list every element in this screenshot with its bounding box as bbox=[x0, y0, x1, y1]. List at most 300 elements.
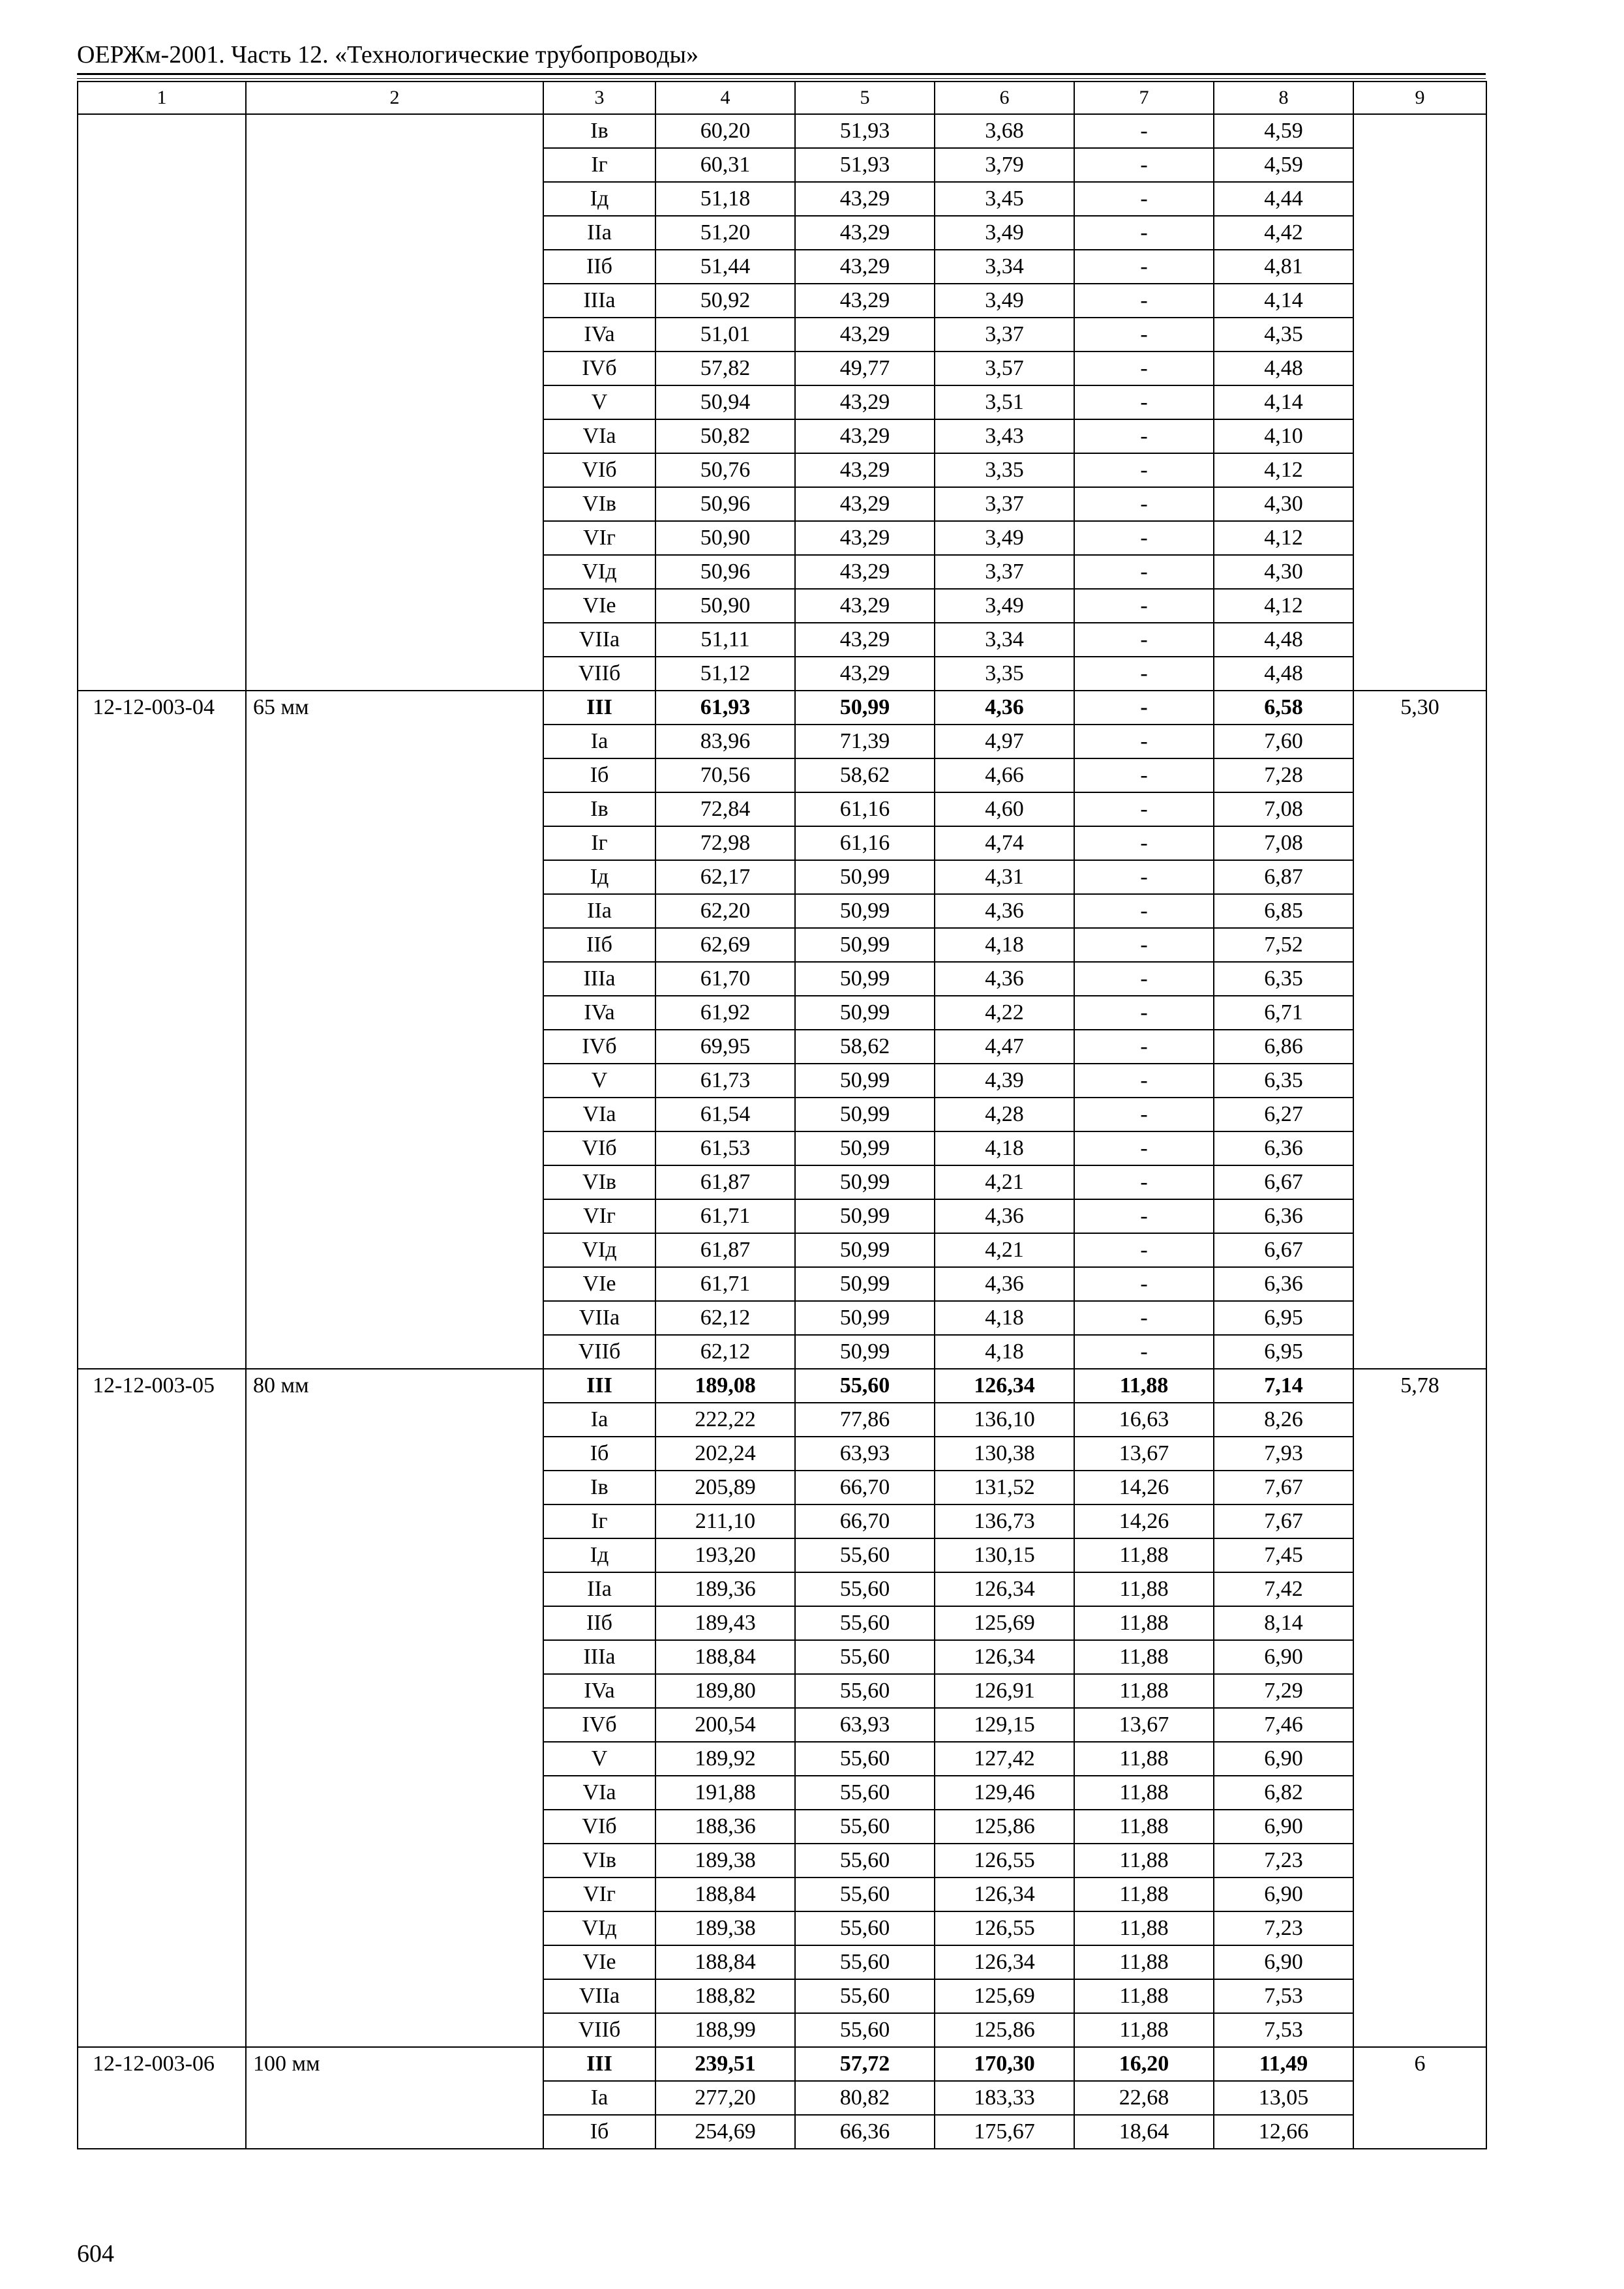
value-cell: 136,73 bbox=[935, 1504, 1074, 1538]
value-cell: 50,99 bbox=[795, 928, 935, 962]
value-cell: 7,53 bbox=[1214, 2013, 1353, 2047]
value-cell: 6,67 bbox=[1214, 1165, 1353, 1199]
table-row bbox=[78, 691, 1486, 725]
value-cell: - bbox=[1074, 792, 1214, 826]
region-type-cell: IIIa bbox=[543, 284, 655, 318]
page-number: 604 bbox=[77, 2240, 114, 2267]
value-cell: 11,88 bbox=[1074, 1572, 1214, 1606]
value-cell: 55,60 bbox=[795, 1776, 935, 1810]
value-cell: 62,20 bbox=[655, 894, 795, 928]
value-cell: 7,46 bbox=[1214, 1708, 1353, 1742]
value-cell: - bbox=[1074, 1064, 1214, 1098]
value-cell: 50,99 bbox=[795, 1064, 935, 1098]
region-type-cell: VIIб bbox=[543, 657, 655, 691]
value-cell: - bbox=[1074, 250, 1214, 284]
value-cell: 55,60 bbox=[795, 1572, 935, 1606]
value-cell: 131,52 bbox=[935, 1471, 1074, 1504]
region-type-cell: VIд bbox=[543, 1911, 655, 1945]
value-cell: 51,11 bbox=[655, 623, 795, 657]
value-cell: 11,49 bbox=[1214, 2047, 1353, 2081]
value-cell: 3,49 bbox=[935, 284, 1074, 318]
value-cell: 126,34 bbox=[935, 1369, 1074, 1403]
value-cell: - bbox=[1074, 657, 1214, 691]
value-cell: 43,29 bbox=[795, 182, 935, 216]
value-cell: - bbox=[1074, 216, 1214, 250]
region-type-cell: Iг bbox=[543, 148, 655, 182]
value-cell: 51,20 bbox=[655, 216, 795, 250]
column-header: 5 bbox=[795, 82, 935, 114]
value-cell: 50,99 bbox=[795, 1233, 935, 1267]
region-type-cell: III bbox=[543, 691, 655, 725]
value-cell: 50,99 bbox=[795, 962, 935, 996]
value-cell: 3,35 bbox=[935, 453, 1074, 487]
value-cell: 4,10 bbox=[1214, 419, 1353, 453]
value-cell: 62,12 bbox=[655, 1335, 795, 1369]
region-type-cell: VIв bbox=[543, 1844, 655, 1878]
rate-code: 12-12-003-05 bbox=[78, 1369, 246, 2047]
value-cell: 202,24 bbox=[655, 1437, 795, 1471]
value-cell: - bbox=[1074, 758, 1214, 792]
value-cell: 6,36 bbox=[1214, 1267, 1353, 1301]
value-cell: 43,29 bbox=[795, 216, 935, 250]
value-cell: 6,87 bbox=[1214, 860, 1353, 894]
value-cell: 4,36 bbox=[935, 894, 1074, 928]
region-type-cell: Ia bbox=[543, 725, 655, 758]
value-cell: 50,99 bbox=[795, 894, 935, 928]
value-cell: 4,59 bbox=[1214, 148, 1353, 182]
region-type-cell: VIг bbox=[543, 1878, 655, 1911]
value-cell: 7,23 bbox=[1214, 1844, 1353, 1878]
value-cell: 55,60 bbox=[795, 1878, 935, 1911]
value-cell: 50,99 bbox=[795, 1301, 935, 1335]
region-type-cell: VIe bbox=[543, 589, 655, 623]
value-cell: 126,34 bbox=[935, 1572, 1074, 1606]
region-type-cell: Iв bbox=[543, 114, 655, 148]
value-cell: 43,29 bbox=[795, 555, 935, 589]
value-cell: 14,26 bbox=[1074, 1471, 1214, 1504]
column-header: 2 bbox=[246, 82, 543, 114]
value-cell: 136,10 bbox=[935, 1403, 1074, 1437]
value-cell: 70,56 bbox=[655, 758, 795, 792]
value-cell: 6,35 bbox=[1214, 962, 1353, 996]
value-cell: - bbox=[1074, 352, 1214, 385]
value-cell: 4,60 bbox=[935, 792, 1074, 826]
value-cell: 50,94 bbox=[655, 385, 795, 419]
value-cell: 126,91 bbox=[935, 1674, 1074, 1708]
region-type-cell: IIIa bbox=[543, 962, 655, 996]
value-cell: 11,88 bbox=[1074, 1606, 1214, 1640]
value-cell: 61,87 bbox=[655, 1233, 795, 1267]
region-type-cell: IVб bbox=[543, 1030, 655, 1064]
value-cell: 51,18 bbox=[655, 182, 795, 216]
column-9-value: 5,30 bbox=[1353, 691, 1486, 1369]
value-cell: 4,81 bbox=[1214, 250, 1353, 284]
value-cell: 6,90 bbox=[1214, 1945, 1353, 1979]
value-cell: 6,95 bbox=[1214, 1301, 1353, 1335]
value-cell: - bbox=[1074, 114, 1214, 148]
value-cell: - bbox=[1074, 555, 1214, 589]
value-cell: 11,88 bbox=[1074, 1945, 1214, 1979]
value-cell: 4,12 bbox=[1214, 453, 1353, 487]
value-cell: 3,49 bbox=[935, 521, 1074, 555]
region-type-cell: VIб bbox=[543, 453, 655, 487]
value-cell: 7,08 bbox=[1214, 792, 1353, 826]
region-type-cell: Ia bbox=[543, 2081, 655, 2115]
value-cell: 6,90 bbox=[1214, 1742, 1353, 1776]
value-cell: 11,88 bbox=[1074, 1844, 1214, 1878]
value-cell: 4,48 bbox=[1214, 623, 1353, 657]
region-type-cell: VIв bbox=[543, 487, 655, 521]
running-header: ОЕРЖм-2001. Часть 12. «Технологические трубопроводы» bbox=[77, 41, 699, 68]
value-cell: 4,36 bbox=[935, 1199, 1074, 1233]
value-cell: 239,51 bbox=[655, 2047, 795, 2081]
region-type-cell: VIIa bbox=[543, 1979, 655, 2013]
value-cell: 126,34 bbox=[935, 1878, 1074, 1911]
value-cell: 55,60 bbox=[795, 1538, 935, 1572]
value-cell: 7,93 bbox=[1214, 1437, 1353, 1471]
value-cell: 11,88 bbox=[1074, 1674, 1214, 1708]
value-cell: - bbox=[1074, 148, 1214, 182]
region-type-cell: VIг bbox=[543, 1199, 655, 1233]
value-cell: 6,90 bbox=[1214, 1810, 1353, 1844]
table-row bbox=[78, 1369, 1486, 1403]
value-cell: 254,69 bbox=[655, 2115, 795, 2149]
value-cell: 57,82 bbox=[655, 352, 795, 385]
value-cell: 72,98 bbox=[655, 826, 795, 860]
value-cell: 16,63 bbox=[1074, 1403, 1214, 1437]
value-cell: 55,60 bbox=[795, 1979, 935, 2013]
region-type-cell: III bbox=[543, 2047, 655, 2081]
value-cell: 11,88 bbox=[1074, 1742, 1214, 1776]
value-cell: 43,29 bbox=[795, 487, 935, 521]
value-cell: 43,29 bbox=[795, 521, 935, 555]
value-cell: - bbox=[1074, 826, 1214, 860]
value-cell: 4,36 bbox=[935, 691, 1074, 725]
value-cell: 55,60 bbox=[795, 1844, 935, 1878]
value-cell: 50,90 bbox=[655, 521, 795, 555]
value-cell: 61,70 bbox=[655, 962, 795, 996]
value-cell: 43,29 bbox=[795, 419, 935, 453]
value-cell: 4,42 bbox=[1214, 216, 1353, 250]
region-type-cell: VIг bbox=[543, 521, 655, 555]
value-cell: 3,37 bbox=[935, 487, 1074, 521]
region-type-cell: IVa bbox=[543, 1674, 655, 1708]
pipe-diameter: 100 мм bbox=[246, 2047, 543, 2149]
region-type-cell: VIв bbox=[543, 1165, 655, 1199]
value-cell: 6,86 bbox=[1214, 1030, 1353, 1064]
value-cell: 7,67 bbox=[1214, 1471, 1353, 1504]
region-type-cell: IVa bbox=[543, 318, 655, 352]
value-cell: 22,68 bbox=[1074, 2081, 1214, 2115]
value-cell: 4,74 bbox=[935, 826, 1074, 860]
value-cell: 4,18 bbox=[935, 1335, 1074, 1369]
value-cell: 125,69 bbox=[935, 1606, 1074, 1640]
value-cell: 77,86 bbox=[795, 1403, 935, 1437]
value-cell: 188,99 bbox=[655, 2013, 795, 2047]
header-rule bbox=[77, 73, 1486, 75]
value-cell: 11,88 bbox=[1074, 1776, 1214, 1810]
value-cell: 6,35 bbox=[1214, 1064, 1353, 1098]
region-type-cell: Iв bbox=[543, 1471, 655, 1504]
value-cell: - bbox=[1074, 1098, 1214, 1131]
column-header: 8 bbox=[1214, 82, 1353, 114]
value-cell: - bbox=[1074, 487, 1214, 521]
value-cell: 205,89 bbox=[655, 1471, 795, 1504]
value-cell: 11,88 bbox=[1074, 2013, 1214, 2047]
value-cell: 189,80 bbox=[655, 1674, 795, 1708]
table-body bbox=[78, 114, 1486, 2149]
value-cell: 55,60 bbox=[795, 1810, 935, 1844]
value-cell: 4,14 bbox=[1214, 284, 1353, 318]
column-header: 6 bbox=[935, 82, 1074, 114]
value-cell: 13,67 bbox=[1074, 1708, 1214, 1742]
value-cell: 189,38 bbox=[655, 1844, 795, 1878]
region-type-cell: Iб bbox=[543, 758, 655, 792]
region-type-cell: Iг bbox=[543, 1504, 655, 1538]
value-cell: - bbox=[1074, 1233, 1214, 1267]
value-cell: 11,88 bbox=[1074, 1979, 1214, 2013]
value-cell: 50,82 bbox=[655, 419, 795, 453]
value-cell: 126,55 bbox=[935, 1911, 1074, 1945]
value-cell: 66,36 bbox=[795, 2115, 935, 2149]
value-cell: 4,12 bbox=[1214, 521, 1353, 555]
table-row bbox=[78, 114, 1486, 148]
region-type-cell: IIб bbox=[543, 928, 655, 962]
region-type-cell: IIб bbox=[543, 250, 655, 284]
value-cell: 4,36 bbox=[935, 1267, 1074, 1301]
value-cell: 188,84 bbox=[655, 1640, 795, 1674]
value-cell: 7,52 bbox=[1214, 928, 1353, 962]
value-cell: 4,18 bbox=[935, 928, 1074, 962]
value-cell: - bbox=[1074, 996, 1214, 1030]
value-cell: 129,46 bbox=[935, 1776, 1074, 1810]
value-cell: 18,64 bbox=[1074, 2115, 1214, 2149]
value-cell: 60,20 bbox=[655, 114, 795, 148]
value-cell: 4,30 bbox=[1214, 487, 1353, 521]
value-cell: 3,34 bbox=[935, 623, 1074, 657]
region-type-cell: VIд bbox=[543, 555, 655, 589]
value-cell: 58,62 bbox=[795, 1030, 935, 1064]
region-type-cell: VIa bbox=[543, 1098, 655, 1131]
value-cell: 7,28 bbox=[1214, 758, 1353, 792]
value-cell: 6,67 bbox=[1214, 1233, 1353, 1267]
value-cell: 6,85 bbox=[1214, 894, 1353, 928]
value-cell: 55,60 bbox=[795, 1640, 935, 1674]
value-cell: 188,82 bbox=[655, 1979, 795, 2013]
region-type-cell: VIe bbox=[543, 1945, 655, 1979]
value-cell: 62,12 bbox=[655, 1301, 795, 1335]
value-cell: 49,77 bbox=[795, 352, 935, 385]
value-cell: 3,57 bbox=[935, 352, 1074, 385]
value-cell: - bbox=[1074, 860, 1214, 894]
value-cell: 3,37 bbox=[935, 555, 1074, 589]
value-cell: 11,88 bbox=[1074, 1878, 1214, 1911]
value-cell: 50,99 bbox=[795, 1199, 935, 1233]
region-type-cell: III bbox=[543, 1369, 655, 1403]
value-cell: 55,60 bbox=[795, 1674, 935, 1708]
value-cell: 61,53 bbox=[655, 1131, 795, 1165]
region-type-cell: Iб bbox=[543, 1437, 655, 1471]
value-cell: - bbox=[1074, 1199, 1214, 1233]
value-cell: - bbox=[1074, 284, 1214, 318]
region-type-cell: Ia bbox=[543, 1403, 655, 1437]
value-cell: 43,29 bbox=[795, 589, 935, 623]
value-cell: 200,54 bbox=[655, 1708, 795, 1742]
value-cell: 125,86 bbox=[935, 1810, 1074, 1844]
value-cell: 4,36 bbox=[935, 962, 1074, 996]
value-cell: 3,49 bbox=[935, 216, 1074, 250]
value-cell: 61,73 bbox=[655, 1064, 795, 1098]
value-cell: 6,27 bbox=[1214, 1098, 1353, 1131]
value-cell: 211,10 bbox=[655, 1504, 795, 1538]
value-cell: 11,88 bbox=[1074, 1369, 1214, 1403]
value-cell: - bbox=[1074, 589, 1214, 623]
column-header: 4 bbox=[655, 82, 795, 114]
value-cell: 189,43 bbox=[655, 1606, 795, 1640]
column-header: 9 bbox=[1353, 82, 1486, 114]
value-cell: 50,92 bbox=[655, 284, 795, 318]
value-cell: 4,44 bbox=[1214, 182, 1353, 216]
value-cell: 66,70 bbox=[795, 1471, 935, 1504]
value-cell: 63,93 bbox=[795, 1708, 935, 1742]
region-type-cell: IVa bbox=[543, 996, 655, 1030]
value-cell: 130,38 bbox=[935, 1437, 1074, 1471]
value-cell: 4,18 bbox=[935, 1301, 1074, 1335]
value-cell: - bbox=[1074, 894, 1214, 928]
region-type-cell: IIб bbox=[543, 1606, 655, 1640]
region-type-cell: V bbox=[543, 1742, 655, 1776]
value-cell: 3,68 bbox=[935, 114, 1074, 148]
region-type-cell: IIa bbox=[543, 1572, 655, 1606]
value-cell: 189,36 bbox=[655, 1572, 795, 1606]
value-cell: 4,48 bbox=[1214, 352, 1353, 385]
value-cell: 6,36 bbox=[1214, 1199, 1353, 1233]
region-type-cell: IVб bbox=[543, 352, 655, 385]
value-cell: 55,60 bbox=[795, 1369, 935, 1403]
value-cell: 50,99 bbox=[795, 1098, 935, 1131]
region-type-cell: VIIa bbox=[543, 623, 655, 657]
value-cell: 6,36 bbox=[1214, 1131, 1353, 1165]
value-cell: 127,42 bbox=[935, 1742, 1074, 1776]
value-cell: 4,28 bbox=[935, 1098, 1074, 1131]
value-cell: 4,31 bbox=[935, 860, 1074, 894]
value-cell: 50,90 bbox=[655, 589, 795, 623]
value-cell: 58,62 bbox=[795, 758, 935, 792]
region-type-cell: IIa bbox=[543, 216, 655, 250]
value-cell: 7,29 bbox=[1214, 1674, 1353, 1708]
value-cell: 8,26 bbox=[1214, 1403, 1353, 1437]
value-cell: 11,88 bbox=[1074, 1538, 1214, 1572]
region-type-cell: VIб bbox=[543, 1810, 655, 1844]
value-cell: 7,23 bbox=[1214, 1911, 1353, 1945]
region-type-cell: IIa bbox=[543, 894, 655, 928]
value-cell: 11,88 bbox=[1074, 1911, 1214, 1945]
value-cell: 7,08 bbox=[1214, 826, 1353, 860]
region-type-cell: Iд bbox=[543, 860, 655, 894]
rates-table bbox=[77, 81, 1487, 2149]
value-cell: 43,29 bbox=[795, 657, 935, 691]
value-cell: 3,43 bbox=[935, 419, 1074, 453]
value-cell: 62,17 bbox=[655, 860, 795, 894]
value-cell: 55,60 bbox=[795, 1742, 935, 1776]
value-cell: 43,29 bbox=[795, 318, 935, 352]
value-cell: 61,93 bbox=[655, 691, 795, 725]
value-cell: 50,96 bbox=[655, 555, 795, 589]
value-cell: 51,44 bbox=[655, 250, 795, 284]
value-cell: - bbox=[1074, 182, 1214, 216]
value-cell: 51,12 bbox=[655, 657, 795, 691]
value-cell: 125,86 bbox=[935, 2013, 1074, 2047]
rate-code: 12-12-003-06 bbox=[78, 2047, 246, 2149]
value-cell: 4,66 bbox=[935, 758, 1074, 792]
value-cell: - bbox=[1074, 725, 1214, 758]
value-cell: 4,35 bbox=[1214, 318, 1353, 352]
value-cell: 7,14 bbox=[1214, 1369, 1353, 1403]
value-cell: - bbox=[1074, 453, 1214, 487]
value-cell: 4,21 bbox=[935, 1233, 1074, 1267]
value-cell: 55,60 bbox=[795, 1606, 935, 1640]
value-cell: 13,67 bbox=[1074, 1437, 1214, 1471]
value-cell: 43,29 bbox=[795, 623, 935, 657]
region-type-cell: VIIб bbox=[543, 1335, 655, 1369]
value-cell: 16,20 bbox=[1074, 2047, 1214, 2081]
region-type-cell: IVб bbox=[543, 1708, 655, 1742]
value-cell: 55,60 bbox=[795, 1911, 935, 1945]
column-header: 1 bbox=[78, 82, 246, 114]
value-cell: 4,22 bbox=[935, 996, 1074, 1030]
value-cell: 4,12 bbox=[1214, 589, 1353, 623]
value-cell: 7,53 bbox=[1214, 1979, 1353, 2013]
header-rule-thin bbox=[77, 78, 1486, 79]
region-type-cell: VIIб bbox=[543, 2013, 655, 2047]
value-cell: 61,16 bbox=[795, 826, 935, 860]
value-cell: - bbox=[1074, 1301, 1214, 1335]
value-cell: 50,99 bbox=[795, 1335, 935, 1369]
value-cell: 6,82 bbox=[1214, 1776, 1353, 1810]
value-cell: 3,51 bbox=[935, 385, 1074, 419]
value-cell: 8,14 bbox=[1214, 1606, 1353, 1640]
value-cell: 51,93 bbox=[795, 148, 935, 182]
value-cell: 4,97 bbox=[935, 725, 1074, 758]
value-cell: 189,38 bbox=[655, 1911, 795, 1945]
value-cell: - bbox=[1074, 1267, 1214, 1301]
value-cell: 188,84 bbox=[655, 1878, 795, 1911]
value-cell: 51,01 bbox=[655, 318, 795, 352]
value-cell: 50,99 bbox=[795, 996, 935, 1030]
value-cell: 126,55 bbox=[935, 1844, 1074, 1878]
region-type-cell: Iг bbox=[543, 826, 655, 860]
value-cell: 83,96 bbox=[655, 725, 795, 758]
value-cell: 4,30 bbox=[1214, 555, 1353, 589]
column-number-row bbox=[78, 82, 1486, 114]
value-cell: 14,26 bbox=[1074, 1504, 1214, 1538]
value-cell: 43,29 bbox=[795, 385, 935, 419]
value-cell: 126,34 bbox=[935, 1640, 1074, 1674]
value-cell: 50,99 bbox=[795, 1131, 935, 1165]
region-type-cell: VIe bbox=[543, 1267, 655, 1301]
value-cell: 13,05 bbox=[1214, 2081, 1353, 2115]
value-cell: 50,99 bbox=[795, 860, 935, 894]
value-cell: 129,15 bbox=[935, 1708, 1074, 1742]
value-cell: 188,84 bbox=[655, 1945, 795, 1979]
value-cell: 55,60 bbox=[795, 1945, 935, 1979]
value-cell: 61,16 bbox=[795, 792, 935, 826]
value-cell: 4,59 bbox=[1214, 114, 1353, 148]
value-cell: 175,67 bbox=[935, 2115, 1074, 2149]
value-cell: 6,90 bbox=[1214, 1878, 1353, 1911]
region-type-cell: Iд bbox=[543, 182, 655, 216]
value-cell: - bbox=[1074, 623, 1214, 657]
